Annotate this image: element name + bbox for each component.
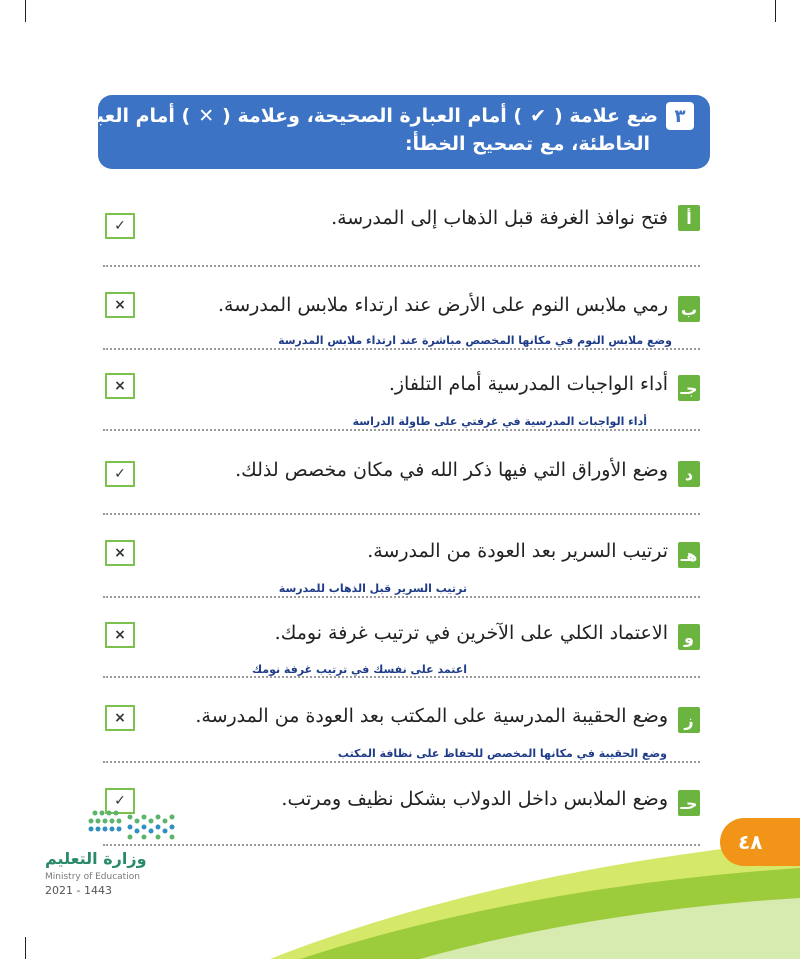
item-statement: أداء الواجبات المدرسية أمام التلفاز.: [388, 373, 668, 395]
correction-line: [103, 676, 700, 678]
correction-line: [103, 844, 700, 846]
correction-line: [103, 761, 700, 763]
answer-box[interactable]: ×: [105, 292, 135, 318]
item-letter: د: [678, 461, 700, 487]
list-item: [0, 620, 800, 710]
question-header: [67, 95, 710, 169]
item-letter: هـ: [678, 542, 700, 568]
correction-line: [103, 265, 700, 267]
item-statement: وضع الأوراق التي فيها ذكر الله في مكان مخصص لذلك.: [235, 459, 668, 481]
item-letter: أ: [678, 205, 700, 231]
answer-box[interactable]: ×: [105, 540, 135, 566]
item-letter: حـ: [678, 790, 700, 816]
item-statement: رمي ملابس النوم على الأرض عند ارتداء ملابس المدرسة.: [218, 294, 668, 316]
list-item: [0, 373, 800, 463]
list-item: [0, 205, 800, 295]
correction-text: وضع الحقيبة في مكانها المخصص للحفاظ على نظافة المكتب: [335, 747, 670, 760]
correction-text: ترتيب السرير قبل الذهاب للمدرسة: [276, 582, 470, 595]
header-line-1: [67, 101, 694, 131]
item-statement: ترتيب السرير بعد العودة من المدرسة.: [367, 540, 668, 562]
answer-box[interactable]: ✓: [105, 461, 135, 487]
header-line-2: الخاطئة، مع تصحيح الخطأ:: [404, 133, 650, 155]
list-item: [0, 703, 800, 793]
correction-line: [103, 513, 700, 515]
item-statement: الاعتماد الكلي على الآخرين في ترتيب غرفة نومك.: [274, 622, 668, 644]
item-letter: ز: [678, 707, 700, 733]
list-item: [0, 290, 800, 380]
correction-line: [103, 429, 700, 431]
ministry-logo: [45, 805, 185, 895]
item-statement: فتح نوافذ الغرفة قبل الذهاب إلى المدرسة.: [331, 207, 668, 229]
answer-box[interactable]: ×: [105, 622, 135, 648]
question-number: ٣: [666, 102, 694, 130]
correction-line: [103, 348, 700, 350]
header-text-a: ضع علامة (: [554, 105, 658, 127]
logo-arabic-text: وزارة التعليم: [45, 849, 147, 868]
answer-box[interactable]: ×: [105, 705, 135, 731]
check-icon: ✔: [530, 105, 547, 127]
x-icon: ✕: [198, 105, 215, 127]
item-letter: جـ: [678, 375, 700, 401]
header-text-b: ) أمام العبارة الصحيحة، وعلامة (: [222, 105, 523, 127]
item-letter: ب: [678, 296, 700, 322]
page-number: ٤٨: [720, 818, 800, 866]
correction-text: اعتمد على نفسك في ترتيب غرفة نومك: [249, 663, 470, 676]
item-letter: و: [678, 624, 700, 650]
answer-box[interactable]: ×: [105, 373, 135, 399]
correction-line: [103, 596, 700, 598]
logo-english-text: Ministry of Education: [45, 872, 140, 882]
logo-year: 2021 - 1443: [45, 884, 112, 897]
list-item: [0, 455, 800, 545]
answer-box[interactable]: ✓: [105, 213, 135, 239]
correction-text: وضع ملابس النوم في مكانها المخصص مباشرة عند ارتداء ملابس المدرسة: [275, 334, 675, 347]
answer-box[interactable]: ✓: [105, 788, 135, 814]
correction-text: أداء الواجبات المدرسية في غرفتي على طاولة الدراسة: [350, 415, 650, 428]
header-text-c: ) أمام العبارة: [67, 105, 191, 127]
logo-dots-icon: [45, 805, 185, 847]
item-statement: وضع الملابس داخل الدولاب بشكل نظيف ومرتب.: [281, 788, 668, 810]
list-item: [0, 538, 800, 628]
item-statement: وضع الحقيبة المدرسية على المكتب بعد العودة من المدرسة.: [195, 705, 668, 727]
